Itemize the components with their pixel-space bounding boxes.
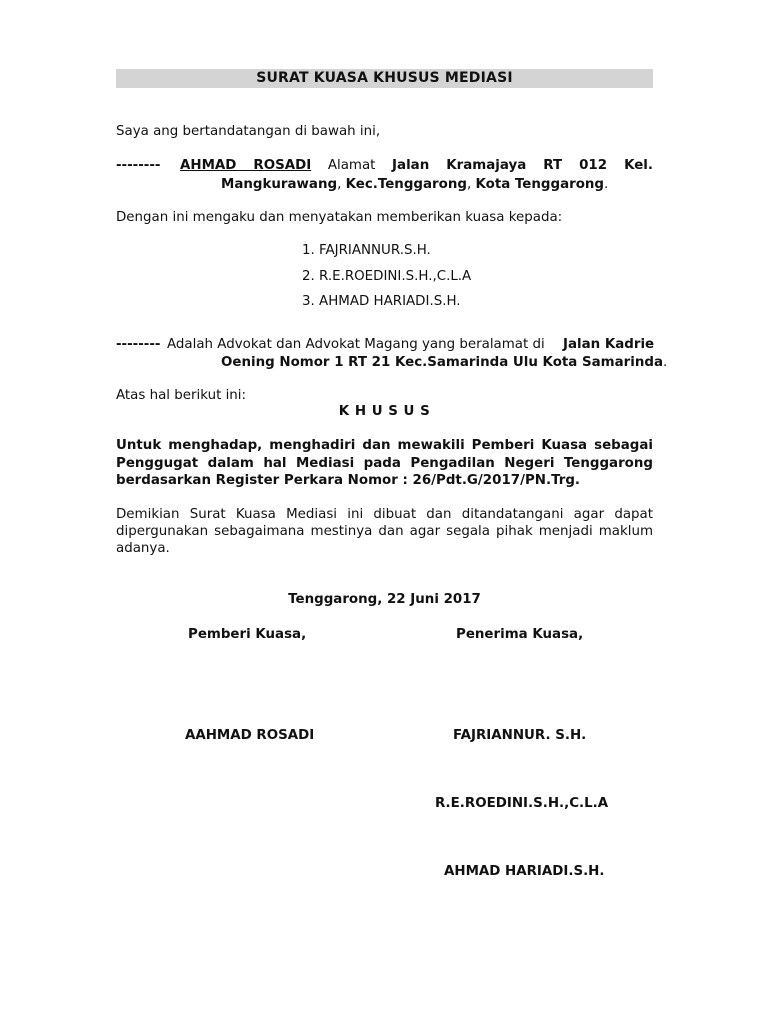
khusus-heading: K H U S U S (338, 404, 431, 419)
matter-intro: Atas hal berikut ini: (116, 388, 247, 403)
closing-line2: dipergunakan sebagaimana mestinya dan agar segala pihak menjadi maklum (116, 524, 653, 539)
grantor-line2 (221, 177, 608, 192)
separator: , (337, 177, 346, 192)
grantee-signature-name: FAJRIANNUR. S.H. (453, 728, 587, 743)
grantor-kecamatan: Kec.Tenggarong (345, 177, 467, 192)
closing-line1: Demikian Surat Kuasa Mediasi ini dibuat dan ditandatangani agar dapat (116, 507, 653, 522)
grantor-kelurahan: Mangkurawang (221, 177, 338, 192)
grantor-address-label: Alamat (327, 158, 376, 173)
grantee-signature-label: Penerima Kuasa, (456, 627, 584, 642)
period: . (663, 355, 668, 370)
place-date: Tenggarong, 22 Juni 2017 (288, 592, 481, 607)
intro-text: Saya ang bertandatangan di bawah ini, (116, 124, 381, 139)
grantor-name: AHMAD ROSADI (180, 158, 312, 173)
attorney-address-bold1: Jalan Kadrie (563, 337, 655, 352)
attorney-item: 2. R.E.ROEDINI.S.H.,C.L.A (302, 269, 472, 284)
grantee-signature-name: R.E.ROEDINI.S.H.,C.L.A (435, 796, 609, 811)
grantee-signature-name: AHMAD HARIADI.S.H. (444, 864, 605, 879)
attorney-address-bold2: Oening Nomor 1 RT 21 Kec.Samarinda Ulu Kota Samarinda (221, 355, 664, 370)
attorney-item: 3. AHMAD HARIADI.S.H. (302, 294, 461, 309)
grantor-line1 (180, 158, 653, 173)
purpose-line3: berdasarkan Register Perkara Nomor : 26/Pdt.G/2017/PN.Trg. (116, 473, 581, 488)
grantor-signature-label: Pemberi Kuasa, (188, 627, 307, 642)
attorney-address-text: Adalah Advokat dan Advokat Magang yang beralamat di (167, 337, 545, 352)
document-title: SURAT KUASA KHUSUS MEDIASI (116, 69, 653, 88)
attorney-item: 1. FAJRIANNUR.S.H. (302, 243, 431, 258)
separator: , (466, 177, 476, 192)
purpose-line1: Untuk menghadap, menghadiri dan mewakili Pemberi Kuasa sebagai (116, 438, 653, 453)
period: . (604, 177, 609, 192)
grantor-kota: Kota Tenggarong (475, 177, 605, 192)
attorney-address-line2 (221, 355, 667, 370)
purpose-line2: Penggugat dalam hal Mediasi pada Pengadilan Negeri Tenggarong (116, 456, 653, 471)
grantor-dashes: -------- (116, 158, 161, 173)
closing-line3: adanya. (116, 541, 170, 556)
grantor-address-line1: Jalan Kramajaya RT 012 Kel. (392, 158, 653, 173)
grant-statement: Dengan ini mengaku dan menyatakan memberikan kuasa kepada: (116, 210, 563, 225)
grantor-signature-name: AAHMAD ROSADI (185, 728, 315, 743)
attorney-dashes: -------- (116, 337, 161, 352)
